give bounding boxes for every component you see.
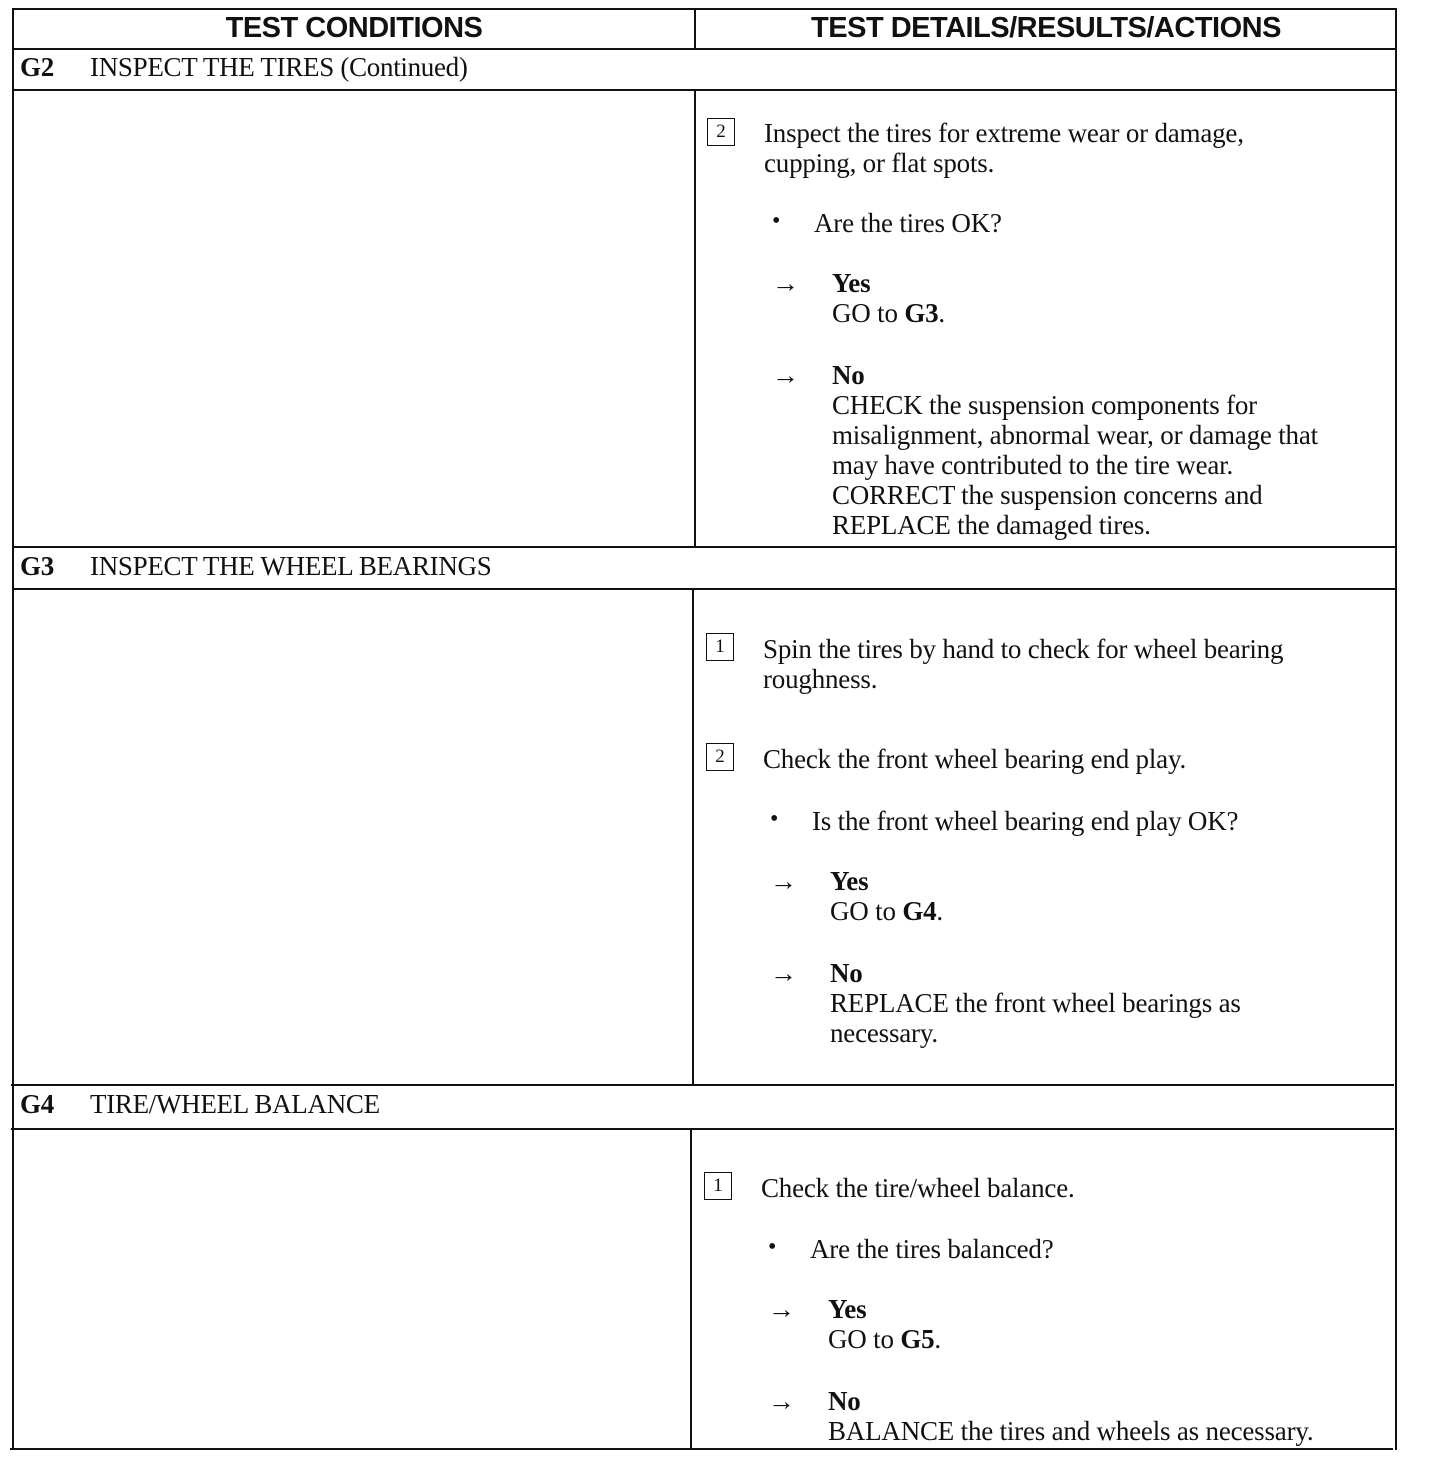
g2-title-bottom-border [13, 89, 1397, 91]
no-action-line: misalignment, abnormal wear, or damage that [832, 420, 1318, 450]
yes-result [832, 268, 945, 328]
section-code: G3 [20, 551, 54, 581]
step-instruction: Check the front wheel bearing end play. [763, 744, 1187, 774]
question-text: Are the tires balanced? [810, 1234, 1054, 1264]
step-instruction-line: roughness. [763, 664, 878, 694]
section-title-g3 [20, 551, 491, 582]
column-header-test-conditions: TEST CONDITIONS [225, 11, 483, 44]
section-title-text: TIRE/WHEEL BALANCE [90, 1089, 380, 1119]
question-text: Are the tires OK? [814, 208, 1002, 238]
action-suffix: . [936, 896, 943, 926]
step-instruction [764, 118, 1244, 178]
table-bottom-border [10, 1448, 1393, 1450]
bullet-icon: • [770, 806, 779, 832]
no-action-line: CORRECT the suspension concerns and [832, 480, 1263, 510]
no-result [828, 1386, 1313, 1446]
step-instruction-line: Inspect the tires for extreme wear or damage, [764, 118, 1244, 148]
step-instruction: Check the tire/wheel balance. [761, 1173, 1075, 1203]
section-code: G2 [20, 52, 54, 82]
no-label: No [832, 360, 865, 390]
yes-action [828, 1324, 941, 1354]
no-action-line: necessary. [830, 1018, 938, 1048]
no-action-line: REPLACE the front wheel bearings as [830, 988, 1241, 1018]
action-target: G3 [904, 298, 939, 328]
column-header-test-details: TEST DETAILS/RESULTS/ACTIONS [811, 11, 1281, 44]
arrow-right-icon: → [768, 1294, 795, 1324]
column-divider-g4 [690, 1128, 692, 1450]
action-target: G4 [902, 896, 937, 926]
action-suffix: . [938, 298, 945, 328]
table-right-border [1395, 8, 1397, 1450]
yes-label: Yes [830, 866, 869, 896]
arrow-right-icon: → [770, 866, 797, 896]
g3-title-bottom-border [12, 588, 1396, 590]
column-divider-g3 [692, 588, 694, 1086]
column-divider-g2 [694, 89, 696, 548]
table-left-border [12, 8, 14, 1450]
step-instruction-line: cupping, or flat spots. [764, 148, 995, 178]
action-prefix: GO to [828, 1324, 901, 1354]
no-action-line: REPLACE the damaged tires. [832, 510, 1151, 540]
action-suffix: . [934, 1324, 941, 1354]
section-title-g4 [20, 1089, 380, 1120]
question-text: Is the front wheel bearing end play OK? [812, 806, 1239, 836]
arrow-right-icon: → [770, 958, 797, 988]
arrow-right-icon: → [768, 1386, 795, 1416]
step-number-box: 2 [707, 118, 735, 146]
yes-label: Yes [828, 1294, 867, 1324]
bullet-icon: • [768, 1234, 777, 1260]
step-number-box: 2 [706, 743, 734, 771]
bullet-icon: • [772, 208, 781, 234]
yes-label: Yes [832, 268, 871, 298]
no-label: No [828, 1386, 861, 1416]
no-result [830, 958, 1241, 1048]
no-result [832, 360, 1318, 540]
yes-action [830, 896, 943, 926]
section-title-text: INSPECT THE TIRES (Continued) [90, 52, 468, 82]
action-prefix: GO to [830, 896, 903, 926]
no-action-line: CHECK the suspension components for [832, 390, 1257, 420]
yes-action [832, 298, 945, 328]
step-instruction [763, 634, 1283, 694]
section-title-text: INSPECT THE WHEEL BEARINGS [90, 551, 492, 581]
section-title-g2 [20, 52, 468, 83]
section-code: G4 [20, 1089, 54, 1119]
no-label: No [830, 958, 863, 988]
step-number-box: 1 [704, 1172, 732, 1200]
yes-result [830, 866, 943, 926]
no-action-line: may have contributed to the tire wear. [832, 450, 1233, 480]
g4-title-bottom-border [11, 1128, 1394, 1130]
action-prefix: GO to [832, 298, 905, 328]
yes-result [828, 1294, 941, 1354]
action-target: G5 [900, 1324, 935, 1354]
g4-title-top-border [11, 1084, 1394, 1086]
step-number-box: 1 [706, 633, 734, 661]
header-bottom-border [13, 48, 1397, 50]
no-action-line: BALANCE the tires and wheels as necessary. [828, 1416, 1314, 1446]
arrow-right-icon: → [772, 268, 799, 298]
step-instruction-line: Spin the tires by hand to check for wheel bearing [763, 634, 1284, 664]
g3-title-top-border [12, 546, 1397, 548]
arrow-right-icon: → [772, 360, 799, 390]
